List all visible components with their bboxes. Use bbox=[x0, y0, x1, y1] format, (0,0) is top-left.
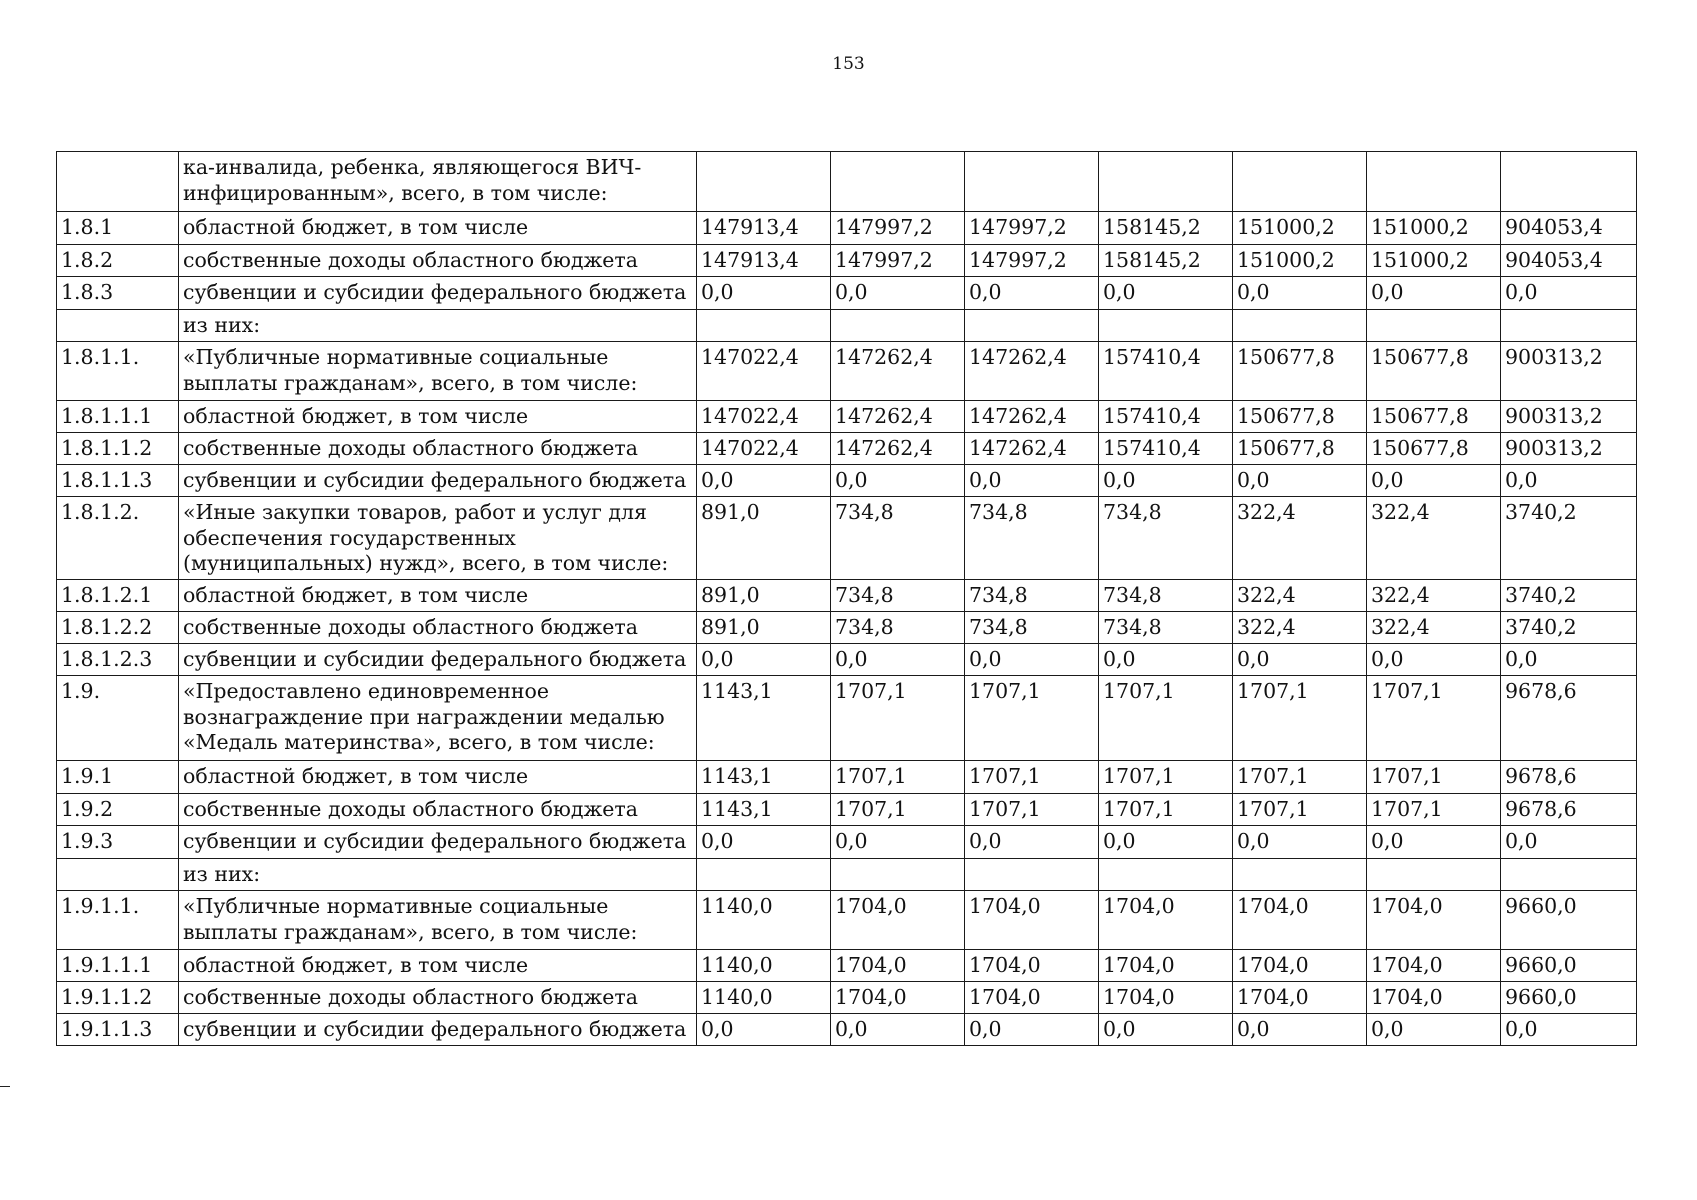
value-cell-col-7: 0,0 bbox=[1501, 1013, 1637, 1045]
value-cell-col-2: 147997,2 bbox=[831, 212, 965, 245]
value-cell-col-5 bbox=[1233, 152, 1367, 212]
value-cell-col-6: 1707,1 bbox=[1367, 675, 1501, 760]
value-cell-col-1: 1143,1 bbox=[697, 760, 831, 793]
value-cell-col-5: 150677,8 bbox=[1233, 433, 1367, 465]
value-cell-col-5: 322,4 bbox=[1233, 579, 1367, 611]
value-cell-col-7: 0,0 bbox=[1501, 825, 1637, 858]
row-code-cell: 1.9.1.1.3 bbox=[57, 1013, 179, 1045]
value-cell-col-5: 0,0 bbox=[1233, 1013, 1367, 1045]
value-cell-col-4: 1704,0 bbox=[1099, 890, 1233, 949]
row-code-cell: 1.8.1.2.2 bbox=[57, 611, 179, 643]
row-description-cell: собственные доходы областного бюджета bbox=[179, 981, 697, 1013]
value-cell-col-4: 1704,0 bbox=[1099, 949, 1233, 981]
table-row bbox=[57, 611, 1637, 643]
table-row bbox=[57, 760, 1637, 793]
row-description-cell: субвенции и субсидии федерального бюджета bbox=[179, 643, 697, 675]
row-description-cell: областной бюджет, в том числе bbox=[179, 401, 697, 433]
value-cell-col-6: 0,0 bbox=[1367, 465, 1501, 497]
row-code-cell: 1.8.1.1. bbox=[57, 342, 179, 401]
value-cell-col-7: 904053,4 bbox=[1501, 245, 1637, 277]
table-row bbox=[57, 890, 1637, 949]
row-code-cell bbox=[57, 152, 179, 212]
value-cell-col-7: 9660,0 bbox=[1501, 890, 1637, 949]
value-cell-col-3 bbox=[965, 310, 1099, 342]
value-cell-col-5: 151000,2 bbox=[1233, 245, 1367, 277]
row-description-cell: областной бюджет, в том числе bbox=[179, 579, 697, 611]
value-cell-col-1: 891,0 bbox=[697, 579, 831, 611]
value-cell-col-4: 157410,4 bbox=[1099, 401, 1233, 433]
value-cell-col-4: 157410,4 bbox=[1099, 433, 1233, 465]
value-cell-col-7: 9660,0 bbox=[1501, 981, 1637, 1013]
value-cell-col-3: 1707,1 bbox=[965, 675, 1099, 760]
row-code-cell: 1.8.1.1.1 bbox=[57, 401, 179, 433]
value-cell-col-3: 147997,2 bbox=[965, 212, 1099, 245]
value-cell-col-7: 3740,2 bbox=[1501, 611, 1637, 643]
value-cell-col-6: 151000,2 bbox=[1367, 245, 1501, 277]
value-cell-col-1: 1140,0 bbox=[697, 890, 831, 949]
value-cell-col-3: 147262,4 bbox=[965, 401, 1099, 433]
value-cell-col-2: 0,0 bbox=[831, 465, 965, 497]
value-cell-col-4: 158145,2 bbox=[1099, 212, 1233, 245]
table-row bbox=[57, 981, 1637, 1013]
value-cell-col-3: 1704,0 bbox=[965, 981, 1099, 1013]
value-cell-col-4: 734,8 bbox=[1099, 497, 1233, 580]
value-cell-col-3: 734,8 bbox=[965, 579, 1099, 611]
value-cell-col-4 bbox=[1099, 858, 1233, 890]
value-cell-col-4: 1707,1 bbox=[1099, 675, 1233, 760]
value-cell-col-7: 0,0 bbox=[1501, 643, 1637, 675]
value-cell-col-3: 1707,1 bbox=[965, 760, 1099, 793]
row-code-cell: 1.8.1.2.3 bbox=[57, 643, 179, 675]
value-cell-col-4: 0,0 bbox=[1099, 825, 1233, 858]
value-cell-col-1: 891,0 bbox=[697, 497, 831, 580]
value-cell-col-2: 147262,4 bbox=[831, 401, 965, 433]
table-row bbox=[57, 825, 1637, 858]
value-cell-col-4 bbox=[1099, 152, 1233, 212]
value-cell-col-2: 734,8 bbox=[831, 611, 965, 643]
value-cell-col-2: 734,8 bbox=[831, 579, 965, 611]
value-cell-col-4: 0,0 bbox=[1099, 277, 1233, 310]
value-cell-col-6 bbox=[1367, 152, 1501, 212]
row-code-cell: 1.8.1.1.2 bbox=[57, 433, 179, 465]
value-cell-col-6: 150677,8 bbox=[1367, 433, 1501, 465]
value-cell-col-4: 734,8 bbox=[1099, 579, 1233, 611]
value-cell-col-6: 0,0 bbox=[1367, 825, 1501, 858]
value-cell-col-1: 147913,4 bbox=[697, 212, 831, 245]
value-cell-col-6: 1704,0 bbox=[1367, 981, 1501, 1013]
value-cell-col-2: 1704,0 bbox=[831, 949, 965, 981]
value-cell-col-2: 1707,1 bbox=[831, 760, 965, 793]
row-code-cell: 1.9.1.1.2 bbox=[57, 981, 179, 1013]
value-cell-col-1: 147022,4 bbox=[697, 433, 831, 465]
value-cell-col-4 bbox=[1099, 310, 1233, 342]
row-description-cell: собственные доходы областного бюджета bbox=[179, 611, 697, 643]
table-row bbox=[57, 579, 1637, 611]
value-cell-col-6: 1707,1 bbox=[1367, 760, 1501, 793]
value-cell-col-5: 1707,1 bbox=[1233, 793, 1367, 825]
table-row bbox=[57, 793, 1637, 825]
row-code-cell: 1.9.1.1.1 bbox=[57, 949, 179, 981]
value-cell-col-2: 147262,4 bbox=[831, 433, 965, 465]
value-cell-col-6: 151000,2 bbox=[1367, 212, 1501, 245]
value-cell-col-2: 0,0 bbox=[831, 825, 965, 858]
value-cell-col-7: 9660,0 bbox=[1501, 949, 1637, 981]
value-cell-col-1: 147022,4 bbox=[697, 342, 831, 401]
value-cell-col-3: 0,0 bbox=[965, 465, 1099, 497]
value-cell-col-6: 0,0 bbox=[1367, 643, 1501, 675]
value-cell-col-1 bbox=[697, 310, 831, 342]
table-row bbox=[57, 465, 1637, 497]
row-description-cell: собственные доходы областного бюджета bbox=[179, 433, 697, 465]
table-row bbox=[57, 342, 1637, 401]
value-cell-col-3 bbox=[965, 858, 1099, 890]
value-cell-col-6: 322,4 bbox=[1367, 611, 1501, 643]
value-cell-col-5: 1707,1 bbox=[1233, 760, 1367, 793]
value-cell-col-7 bbox=[1501, 310, 1637, 342]
row-description-cell: областной бюджет, в том числе bbox=[179, 760, 697, 793]
row-description-cell: «Публичные нормативные социальные выплаты гражданам», всего, в том числе: bbox=[179, 890, 697, 949]
row-description-cell: собственные доходы областного бюджета bbox=[179, 245, 697, 277]
value-cell-col-3: 0,0 bbox=[965, 277, 1099, 310]
row-code-cell: 1.8.1 bbox=[57, 212, 179, 245]
row-description-cell: ка-инвалида, ребенка, являющегося ВИЧ-инфицированным», всего, в том числе: bbox=[179, 152, 697, 212]
value-cell-col-5: 1707,1 bbox=[1233, 675, 1367, 760]
value-cell-col-2 bbox=[831, 310, 965, 342]
table-row bbox=[57, 245, 1637, 277]
table-body bbox=[57, 152, 1637, 1046]
value-cell-col-4: 0,0 bbox=[1099, 465, 1233, 497]
value-cell-col-5: 0,0 bbox=[1233, 643, 1367, 675]
value-cell-col-1: 147022,4 bbox=[697, 401, 831, 433]
value-cell-col-5 bbox=[1233, 310, 1367, 342]
value-cell-col-6: 0,0 bbox=[1367, 1013, 1501, 1045]
row-description-cell: областной бюджет, в том числе bbox=[179, 949, 697, 981]
row-code-cell: 1.8.3 bbox=[57, 277, 179, 310]
value-cell-col-2: 1704,0 bbox=[831, 981, 965, 1013]
value-cell-col-1: 147913,4 bbox=[697, 245, 831, 277]
row-code-cell: 1.8.1.2. bbox=[57, 497, 179, 580]
value-cell-col-1: 891,0 bbox=[697, 611, 831, 643]
value-cell-col-5 bbox=[1233, 858, 1367, 890]
value-cell-col-1: 1143,1 bbox=[697, 675, 831, 760]
value-cell-col-1: 0,0 bbox=[697, 277, 831, 310]
value-cell-col-1: 1143,1 bbox=[697, 793, 831, 825]
row-description-cell: субвенции и субсидии федерального бюджета bbox=[179, 465, 697, 497]
value-cell-col-5: 150677,8 bbox=[1233, 342, 1367, 401]
value-cell-col-2: 1704,0 bbox=[831, 890, 965, 949]
table-row bbox=[57, 643, 1637, 675]
value-cell-col-4: 1704,0 bbox=[1099, 981, 1233, 1013]
value-cell-col-6: 1704,0 bbox=[1367, 949, 1501, 981]
row-description-cell: «Предоставлено единовременное вознаграждение при награждении медалью «Медаль материнства», всего, в том числе: bbox=[179, 675, 697, 760]
value-cell-col-5: 322,4 bbox=[1233, 611, 1367, 643]
row-code-cell: 1.8.1.2.1 bbox=[57, 579, 179, 611]
table-row bbox=[57, 310, 1637, 342]
value-cell-col-5: 0,0 bbox=[1233, 465, 1367, 497]
value-cell-col-7: 9678,6 bbox=[1501, 793, 1637, 825]
row-code-cell bbox=[57, 858, 179, 890]
value-cell-col-3: 0,0 bbox=[965, 643, 1099, 675]
row-description-cell: субвенции и субсидии федерального бюджета bbox=[179, 825, 697, 858]
row-description-cell: субвенции и субсидии федерального бюджета bbox=[179, 277, 697, 310]
value-cell-col-6 bbox=[1367, 858, 1501, 890]
row-description-cell: собственные доходы областного бюджета bbox=[179, 793, 697, 825]
value-cell-col-7 bbox=[1501, 858, 1637, 890]
value-cell-col-2: 734,8 bbox=[831, 497, 965, 580]
value-cell-col-6: 0,0 bbox=[1367, 277, 1501, 310]
value-cell-col-1: 0,0 bbox=[697, 643, 831, 675]
row-description-cell: из них: bbox=[179, 858, 697, 890]
value-cell-col-2: 0,0 bbox=[831, 1013, 965, 1045]
value-cell-col-1: 1140,0 bbox=[697, 949, 831, 981]
value-cell-col-3: 1704,0 bbox=[965, 949, 1099, 981]
value-cell-col-1 bbox=[697, 858, 831, 890]
row-code-cell: 1.9.1.1. bbox=[57, 890, 179, 949]
table-row bbox=[57, 949, 1637, 981]
value-cell-col-1: 1140,0 bbox=[697, 981, 831, 1013]
table-row bbox=[57, 277, 1637, 310]
value-cell-col-2 bbox=[831, 152, 965, 212]
value-cell-col-2 bbox=[831, 858, 965, 890]
value-cell-col-7: 900313,2 bbox=[1501, 401, 1637, 433]
row-description-cell: субвенции и субсидии федерального бюджета bbox=[179, 1013, 697, 1045]
value-cell-col-7: 9678,6 bbox=[1501, 760, 1637, 793]
value-cell-col-3: 1704,0 bbox=[965, 890, 1099, 949]
value-cell-col-3: 0,0 bbox=[965, 825, 1099, 858]
row-description-cell: областной бюджет, в том числе bbox=[179, 212, 697, 245]
value-cell-col-5: 322,4 bbox=[1233, 497, 1367, 580]
value-cell-col-7: 904053,4 bbox=[1501, 212, 1637, 245]
value-cell-col-3: 0,0 bbox=[965, 1013, 1099, 1045]
value-cell-col-4: 1707,1 bbox=[1099, 793, 1233, 825]
table-row bbox=[57, 152, 1637, 212]
value-cell-col-7: 3740,2 bbox=[1501, 579, 1637, 611]
table-row bbox=[57, 212, 1637, 245]
row-description-cell: «Публичные нормативные социальные выплаты гражданам», всего, в том числе: bbox=[179, 342, 697, 401]
value-cell-col-6: 150677,8 bbox=[1367, 401, 1501, 433]
value-cell-col-7: 0,0 bbox=[1501, 465, 1637, 497]
value-cell-col-3: 147997,2 bbox=[965, 245, 1099, 277]
value-cell-col-5: 1704,0 bbox=[1233, 949, 1367, 981]
value-cell-col-7: 0,0 bbox=[1501, 277, 1637, 310]
value-cell-col-3: 734,8 bbox=[965, 611, 1099, 643]
value-cell-col-3: 1707,1 bbox=[965, 793, 1099, 825]
value-cell-col-2: 147262,4 bbox=[831, 342, 965, 401]
value-cell-col-5: 0,0 bbox=[1233, 825, 1367, 858]
value-cell-col-6: 322,4 bbox=[1367, 579, 1501, 611]
value-cell-col-7 bbox=[1501, 152, 1637, 212]
value-cell-col-4: 0,0 bbox=[1099, 1013, 1233, 1045]
value-cell-col-7: 3740,2 bbox=[1501, 497, 1637, 580]
value-cell-col-6 bbox=[1367, 310, 1501, 342]
value-cell-col-5: 1704,0 bbox=[1233, 890, 1367, 949]
value-cell-col-2: 0,0 bbox=[831, 643, 965, 675]
value-cell-col-7: 9678,6 bbox=[1501, 675, 1637, 760]
value-cell-col-5: 150677,8 bbox=[1233, 401, 1367, 433]
page-number: 153 bbox=[832, 54, 865, 74]
value-cell-col-6: 1707,1 bbox=[1367, 793, 1501, 825]
table-row bbox=[57, 401, 1637, 433]
margin-mark bbox=[0, 1086, 10, 1087]
row-code-cell: 1.9.2 bbox=[57, 793, 179, 825]
value-cell-col-7: 900313,2 bbox=[1501, 433, 1637, 465]
value-cell-col-4: 0,0 bbox=[1099, 643, 1233, 675]
value-cell-col-5: 1704,0 bbox=[1233, 981, 1367, 1013]
value-cell-col-4: 1707,1 bbox=[1099, 760, 1233, 793]
table-row bbox=[57, 433, 1637, 465]
value-cell-col-1: 0,0 bbox=[697, 1013, 831, 1045]
value-cell-col-6: 1704,0 bbox=[1367, 890, 1501, 949]
value-cell-col-2: 1707,1 bbox=[831, 675, 965, 760]
value-cell-col-2: 147997,2 bbox=[831, 245, 965, 277]
value-cell-col-3 bbox=[965, 152, 1099, 212]
value-cell-col-7: 900313,2 bbox=[1501, 342, 1637, 401]
row-description-cell: из них: bbox=[179, 310, 697, 342]
table-row bbox=[57, 1013, 1637, 1045]
value-cell-col-2: 0,0 bbox=[831, 277, 965, 310]
value-cell-col-4: 734,8 bbox=[1099, 611, 1233, 643]
value-cell-col-1 bbox=[697, 152, 831, 212]
row-code-cell: 1.8.1.1.3 bbox=[57, 465, 179, 497]
table-row bbox=[57, 858, 1637, 890]
value-cell-col-2: 1707,1 bbox=[831, 793, 965, 825]
value-cell-col-3: 734,8 bbox=[965, 497, 1099, 580]
value-cell-col-6: 150677,8 bbox=[1367, 342, 1501, 401]
row-code-cell: 1.9.3 bbox=[57, 825, 179, 858]
value-cell-col-1: 0,0 bbox=[697, 465, 831, 497]
table-row bbox=[57, 675, 1637, 760]
row-code-cell bbox=[57, 310, 179, 342]
budget-table bbox=[56, 151, 1637, 1046]
value-cell-col-5: 151000,2 bbox=[1233, 212, 1367, 245]
row-code-cell: 1.9.1 bbox=[57, 760, 179, 793]
row-description-cell: «Иные закупки товаров, работ и услуг для обеспечения государственных (муниципальных) нужд», всего, в том числе: bbox=[179, 497, 697, 580]
value-cell-col-5: 0,0 bbox=[1233, 277, 1367, 310]
table-row bbox=[57, 497, 1637, 580]
value-cell-col-4: 157410,4 bbox=[1099, 342, 1233, 401]
value-cell-col-3: 147262,4 bbox=[965, 433, 1099, 465]
value-cell-col-4: 158145,2 bbox=[1099, 245, 1233, 277]
row-code-cell: 1.9. bbox=[57, 675, 179, 760]
value-cell-col-1: 0,0 bbox=[697, 825, 831, 858]
row-code-cell: 1.8.2 bbox=[57, 245, 179, 277]
value-cell-col-3: 147262,4 bbox=[965, 342, 1099, 401]
value-cell-col-6: 322,4 bbox=[1367, 497, 1501, 580]
